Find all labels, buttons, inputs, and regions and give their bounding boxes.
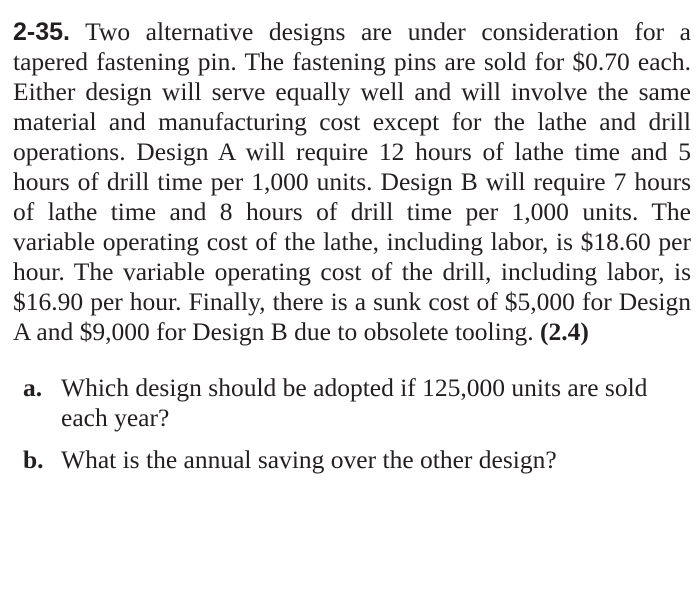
problem-page	[13, 17, 691, 487]
problem-statement	[13, 17, 691, 347]
problem-number: 2-35.	[13, 18, 70, 46]
section-reference: (2.4)	[539, 317, 589, 346]
question-letter: b.	[23, 445, 44, 474]
question-a	[13, 373, 691, 433]
question-b	[13, 445, 691, 475]
question-list	[13, 373, 691, 475]
problem-body: Two alternative designs are under consideration for a tapered fastening pin. The fastening pins are sold for $0.70 each. Either design will serve equally well and will involve the same material and manufacturing cost except for the lathe and drill operations. Design A will require 12 hours of lathe time and 5 hours of drill time per 1,000 units. Design B will require 7 hours of lathe time and 8 hours of drill time per 1,000 units. The variable operating cost of the lathe, including labor, is $18.60 per hour. The variable operating cost of the drill, including labor, is $16.90 per hour. Finally, there is a sunk cost of $5,000 for Design A and $9,000 for Design B due to obsolete tooling.	[13, 17, 691, 346]
question-text: Which design should be adopted if 125,000 units are sold each year?	[61, 373, 648, 432]
question-text: What is the annual saving over the other design?	[61, 445, 557, 474]
question-letter: a.	[23, 373, 43, 402]
